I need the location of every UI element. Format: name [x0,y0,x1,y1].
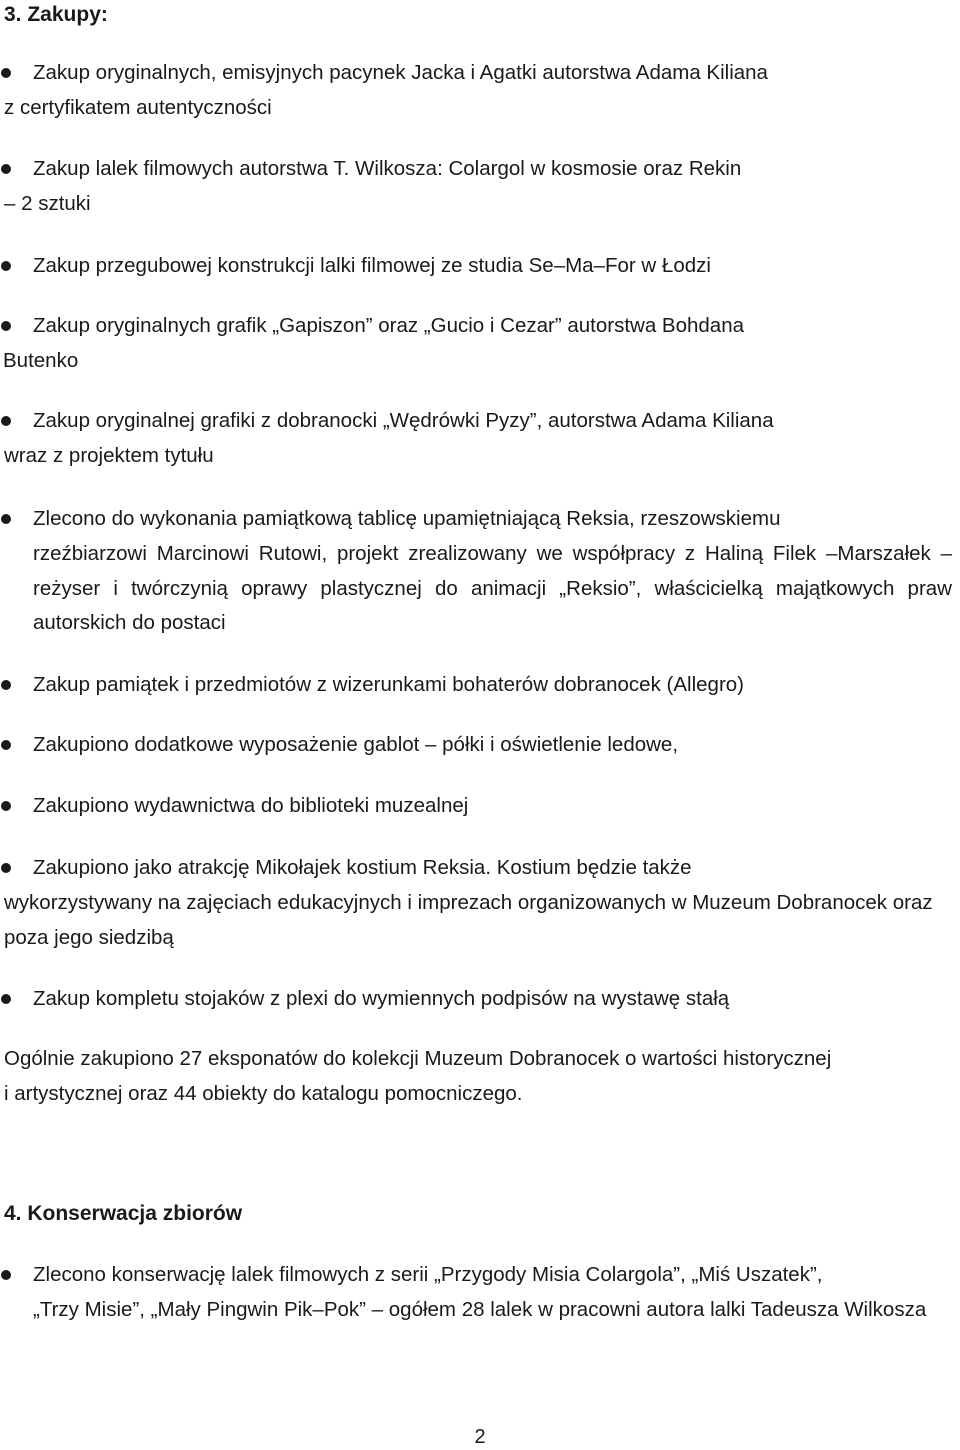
list-item-text: Zlecono do wykonania pamiątkową tablicę upamiętniającą Reksia, rzeszowskiemu [33,507,781,530]
list-item-text: Zakupiono jako atrakcję Mikołajek kostium Reksia. Kostium będzie także [33,856,692,879]
list-item [0,56,952,126]
section-4-heading: 4. Konserwacja zbiorów [4,1202,243,1225]
list-item [0,668,952,703]
list-item [0,789,952,824]
list-item-text: Zakup kompletu stojaków z plexi do wymiennych podpisów na wystawę stałą [33,987,730,1010]
list-item-continuation: wraz z projektem tytułu [4,443,214,467]
bullet-icon [1,514,11,524]
list-item [0,249,952,284]
list-item [0,152,952,222]
bullet-icon [1,994,11,1004]
bullet-icon [1,801,11,811]
summary-paragraph [4,1042,952,1112]
bullet-icon [1,321,11,331]
bullet-icon [1,416,11,426]
list-item-text: Zakup oryginalnej grafiki z dobranocki „Wędrówki Pyzy”, autorstwa Adama Kiliana [33,409,774,432]
bullet-icon [1,261,11,271]
list-item-text: Zakup oryginalnych grafik „Gapiszon” oraz „Gucio i Cezar” autorstwa Bohdana [33,314,744,337]
bullet-icon [1,68,11,78]
list-item-text: Zakup lalek filmowych autorstwa T. Wilkosza: Colargol w kosmosie oraz Rekin [33,157,742,180]
list-item-text: Zakup pamiątek i przedmiotów z wizerunkami bohaterów dobranocek (Allegro) [33,673,744,696]
list-item-text: Zakup oryginalnych, emisyjnych pacynek Jacka i Agatki autorstwa Adama Kiliana [33,61,768,84]
list-item [0,982,952,1017]
list-item [0,404,952,474]
list-item-continuation: wykorzystywany na zajęciach edukacyjnych i imprezach organizowanych w Muzeum Dobranocek oraz poza jego siedzibą [4,890,933,949]
summary-line: Ogólnie zakupiono 27 eksponatów do kolekcji Muzeum Dobranocek o wartości historycznej [4,1047,832,1070]
list-item-text: Zakup przegubowej konstrukcji lalki filmowej ze studia Se–Ma–For w Łodzi [33,254,711,277]
page-number: 2 [474,1426,486,1448]
list-item-text: Zakupiono dodatkowe wyposażenie gablot – półki i oświetlenie ledowe, [33,733,679,756]
bullet-icon [1,1270,11,1280]
section-3-heading: 3. Zakupy: [4,3,108,26]
list-item-continuation: „Trzy Misie”, „Mały Pingwin Pik–Pok” – ogółem 28 lalek w pracowni autora lalki Tadeusza Wilkosza [33,1297,927,1321]
list-item [0,502,952,641]
list-item [0,728,952,763]
list-item-continuation: rzeźbiarzowi Marcinowi Rutowi, projekt zrealizowany we współpracy z Haliną Filek –Marszałek – reżyser i twórczynią oprawy plastycznej do animacji „Reksio”, właścicielką majątkowych praw autorskich do postaci [33,541,952,635]
bullet-icon [1,164,11,174]
list-item-continuation: – 2 sztuki [4,191,91,215]
list-item [0,309,952,379]
list-item-text: Zlecono konserwację lalek filmowych z serii „Przygody Misia Colargola”, „Miś Uszatek”, [33,1263,823,1286]
list-item-text: Zakupiono wydawnictwa do biblioteki muzealnej [33,794,469,817]
list-item [0,851,952,955]
list-item-continuation: z certyfikatem autentyczności [4,95,272,119]
bullet-icon [1,680,11,690]
bullet-icon [1,863,11,873]
bullet-icon [1,740,11,750]
summary-line: i artystycznej oraz 44 obiekty do katalogu pomocniczego. [4,1081,523,1105]
list-item [0,1258,952,1328]
list-item-continuation: Butenko [3,348,79,372]
